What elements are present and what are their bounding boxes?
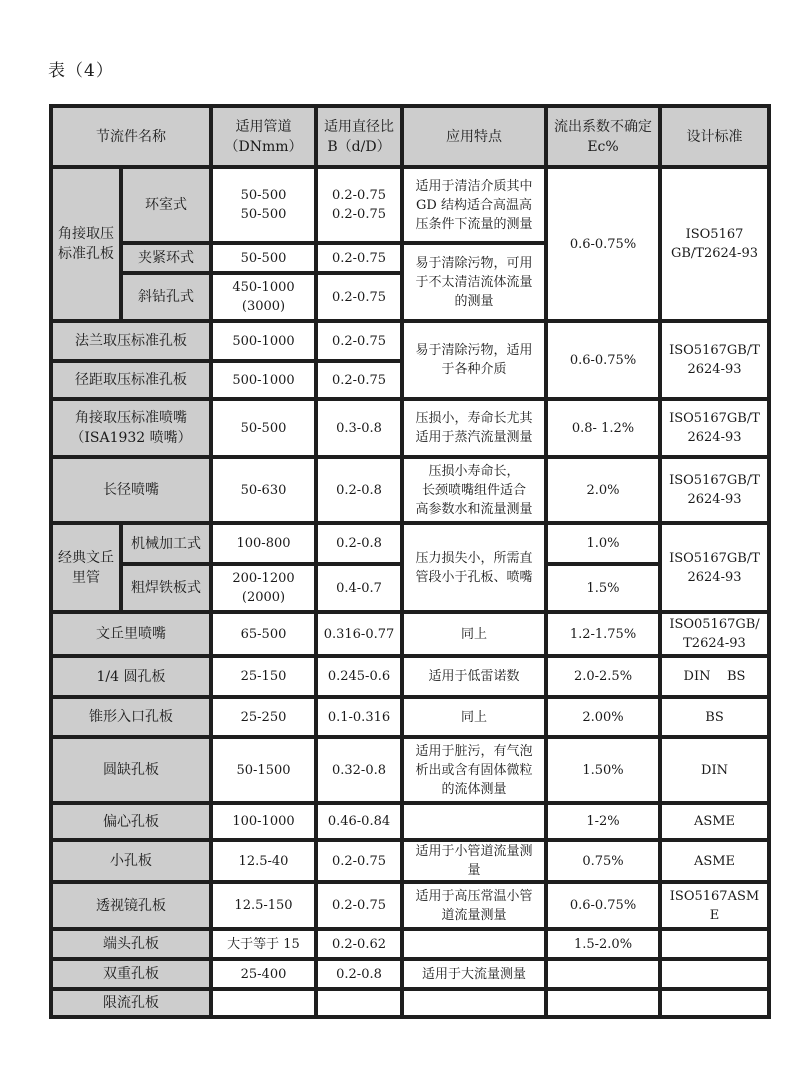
header-row	[53, 108, 767, 165]
dn-cell: 大于等于 15	[213, 931, 314, 957]
standard-cell: ISO5167ASM E	[662, 884, 767, 927]
table-row	[53, 884, 767, 927]
ratio-cell: 0.2-0.75	[318, 884, 400, 927]
element-name: 角接取压标准喷嘴 （ISA1932 喷嘴）	[53, 401, 209, 455]
feature-cell: 易于清除污物，适用 于各种介质	[404, 323, 544, 397]
element-name: 径距取压标准孔板	[53, 363, 209, 397]
ec-cell: 1.50%	[548, 739, 658, 801]
feature-cell: 压损小寿命长， 长颈喷嘴组件适合 高参数水和流量测量	[404, 459, 544, 521]
element-name: 夹紧环式	[123, 245, 209, 271]
table-row	[53, 169, 767, 241]
element-name: 锥形入口孔板	[53, 699, 209, 735]
standard-cell	[662, 961, 767, 987]
element-name: 小孔板	[53, 842, 209, 880]
feature-cell: 适用于小管道流量测 量	[404, 842, 544, 880]
ratio-cell: 0.2-0.8	[318, 961, 400, 987]
ratio-cell: 0.2-0.75	[318, 363, 400, 397]
dn-cell: 50-1500	[213, 739, 314, 801]
standard-cell: ISO5167 GB/T2624-93	[662, 169, 767, 319]
header-feature: 应用特点	[404, 108, 544, 165]
element-name: 端头孔板	[53, 931, 209, 957]
ec-cell: 0.8- 1.2%	[548, 401, 658, 455]
ratio-cell: 0.2-0.75	[318, 842, 400, 880]
ratio-cell: 0.2-0.8	[318, 525, 400, 562]
standard-cell: ASME	[662, 842, 767, 880]
standard-cell: ISO05167GB/ T2624-93	[662, 614, 767, 654]
header-standard: 设计标准	[662, 108, 767, 165]
dn-cell: 50-500	[213, 245, 314, 271]
standard-cell	[662, 991, 767, 1015]
table-row	[53, 991, 767, 1015]
feature-cell: 适用于清洁介质其中 GD 结构适合高温高 压条件下流量的测量	[404, 169, 544, 241]
table-row	[53, 805, 767, 838]
dn-cell: 500-1000	[213, 323, 314, 359]
dn-cell: 25-400	[213, 961, 314, 987]
feature-cell: 适用于大流量测量	[404, 961, 544, 987]
header-name: 节流件名称	[53, 108, 209, 165]
table-row	[53, 245, 767, 271]
ec-cell: 1.5%	[548, 566, 658, 610]
element-name: 文丘里喷嘴	[53, 614, 209, 654]
ec-cell: 1.2-1.75%	[548, 614, 658, 654]
ec-cell: 2.0-2.5%	[548, 658, 658, 695]
standard-cell: BS	[662, 699, 767, 735]
ratio-cell	[318, 991, 400, 1015]
ratio-cell: 0.3-0.8	[318, 401, 400, 455]
ec-cell: 2.0%	[548, 459, 658, 521]
dn-cell: 12.5-40	[213, 842, 314, 880]
element-name: 环室式	[123, 169, 209, 241]
element-name: 长径喷嘴	[53, 459, 209, 521]
dn-cell: 100-1000	[213, 805, 314, 838]
dn-cell: 50-630	[213, 459, 314, 521]
ec-cell	[548, 991, 658, 1015]
ec-cell: 1.5-2.0%	[548, 931, 658, 957]
feature-cell: 适用于脏污，有气泡 析出或含有固体微粒 的流体测量	[404, 739, 544, 801]
ec-cell: 1-2%	[548, 805, 658, 838]
element-name: 粗焊铁板式	[123, 566, 209, 610]
feature-cell: 适用于高压常温小管 道流量测量	[404, 884, 544, 927]
dn-cell: 200-1200 (2000)	[213, 566, 314, 610]
element-name: 偏心孔板	[53, 805, 209, 838]
element-name: 机械加工式	[123, 525, 209, 562]
dn-cell: 25-150	[213, 658, 314, 695]
standard-cell	[662, 931, 767, 957]
dn-cell: 50-500 50-500	[213, 169, 314, 241]
element-name: 法兰取压标准孔板	[53, 323, 209, 359]
element-name: 1/4 圆孔板	[53, 658, 209, 695]
ratio-cell: 0.2-0.62	[318, 931, 400, 957]
ratio-cell: 0.46-0.84	[318, 805, 400, 838]
dn-cell: 25-250	[213, 699, 314, 735]
element-name: 限流孔板	[53, 991, 209, 1015]
header-dn: 适用管道 （DNmm）	[213, 108, 314, 165]
element-name: 双重孔板	[53, 961, 209, 987]
table-row	[53, 614, 767, 654]
ratio-cell: 0.32-0.8	[318, 739, 400, 801]
element-name: 圆缺孔板	[53, 739, 209, 801]
feature-cell	[404, 991, 544, 1015]
ratio-cell: 0.316-0.77	[318, 614, 400, 654]
header-ec: 流出系数不确定 Ec%	[548, 108, 658, 165]
ec-cell: 0.6-0.75%	[548, 169, 658, 319]
dn-cell: 500-1000	[213, 363, 314, 397]
standard-cell: ASME	[662, 805, 767, 838]
table-row	[53, 931, 767, 957]
feature-cell: 同上	[404, 614, 544, 654]
table-row	[53, 739, 767, 801]
dn-cell: 450-1000 (3000)	[213, 275, 314, 319]
ratio-cell: 0.245-0.6	[318, 658, 400, 695]
group-name: 角接取压 标准孔板	[53, 169, 119, 319]
dn-cell: 50-500	[213, 401, 314, 455]
ratio-cell: 0.2-0.8	[318, 459, 400, 521]
table-row	[53, 699, 767, 735]
ec-cell: 0.75%	[548, 842, 658, 880]
ec-cell: 2.00%	[548, 699, 658, 735]
feature-cell: 同上	[404, 699, 544, 735]
ec-cell: 0.6-0.75%	[548, 323, 658, 397]
ratio-cell: 0.4-0.7	[318, 566, 400, 610]
ratio-cell: 0.2-0.75 0.2-0.75	[318, 169, 400, 241]
ratio-cell: 0.1-0.316	[318, 699, 400, 735]
standard-cell: DIN	[662, 739, 767, 801]
feature-cell	[404, 805, 544, 838]
feature-cell: 压力损失小，所需直 管段小于孔板、喷嘴	[404, 525, 544, 610]
dn-cell	[213, 991, 314, 1015]
table-row	[53, 961, 767, 987]
table-row	[53, 658, 767, 695]
feature-cell: 易于清除污物，可用 于不太清洁流体流量 的测量	[404, 245, 544, 319]
table-row	[53, 842, 767, 880]
feature-cell: 适用于低雷诺数	[404, 658, 544, 695]
standard-cell: ISO5167GB/T 2624-93	[662, 323, 767, 397]
table-caption: 表（4）	[48, 61, 114, 81]
feature-cell	[404, 931, 544, 957]
ec-cell: 1.0%	[548, 525, 658, 562]
standard-cell: DIN BS	[662, 658, 767, 695]
dn-cell: 65-500	[213, 614, 314, 654]
ratio-cell: 0.2-0.75	[318, 275, 400, 319]
dn-cell: 100-800	[213, 525, 314, 562]
ratio-cell: 0.2-0.75	[318, 245, 400, 271]
ec-cell	[548, 961, 658, 987]
element-name: 斜钻孔式	[123, 275, 209, 319]
feature-cell: 压损小，寿命长尤其 适用于蒸汽流量测量	[404, 401, 544, 455]
ratio-cell: 0.2-0.75	[318, 323, 400, 359]
table-row	[53, 401, 767, 455]
table-row	[53, 323, 767, 359]
group-name: 经典文丘 里管	[53, 525, 119, 610]
standard-cell: ISO5167GB/T 2624-93	[662, 525, 767, 610]
table-row	[53, 525, 767, 562]
standard-cell: ISO5167GB/T 2624-93	[662, 401, 767, 455]
ec-cell: 0.6-0.75%	[548, 884, 658, 927]
element-name: 透视镜孔板	[53, 884, 209, 927]
header-ratio: 适用直径比 B（d/D）	[318, 108, 400, 165]
flow-element-table	[49, 104, 771, 1019]
table-row	[53, 459, 767, 521]
standard-cell: ISO5167GB/T 2624-93	[662, 459, 767, 521]
dn-cell: 12.5-150	[213, 884, 314, 927]
